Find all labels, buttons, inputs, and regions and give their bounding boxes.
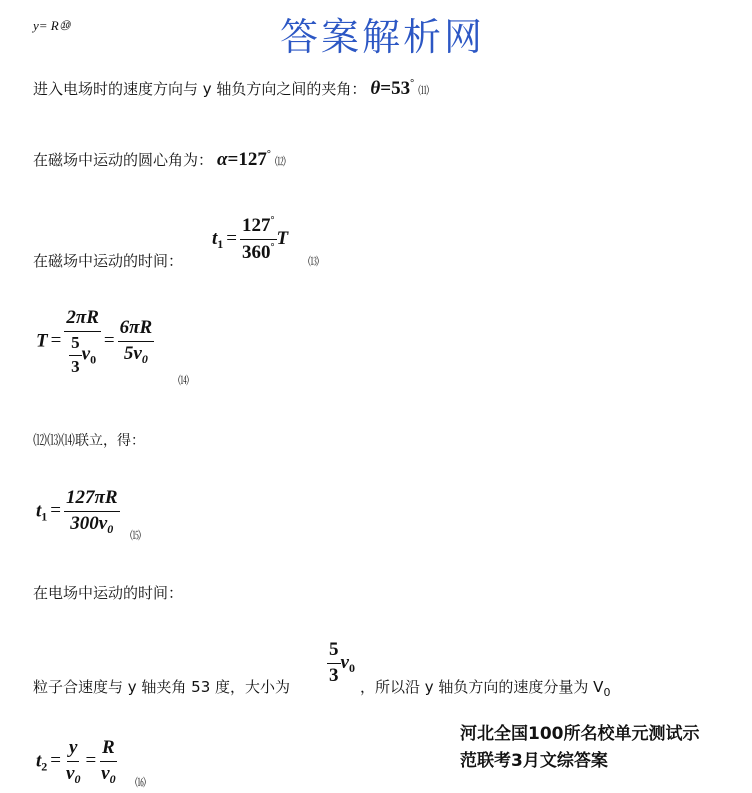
fraction-6piR xyxy=(118,318,155,366)
equation-number: ⒂ xyxy=(130,530,141,542)
fraction-5-3 xyxy=(327,640,341,687)
t1-subscript: 1 xyxy=(217,236,224,251)
fraction-2piR xyxy=(64,308,101,376)
fraction-y-v0 xyxy=(64,738,82,786)
degree-mark: ° xyxy=(270,241,275,253)
t2-subscript: 2 xyxy=(41,759,48,774)
velocity-symbol: v xyxy=(340,651,349,673)
equation-13: $t_1$ = $\frac{127^\circ}{360^\circ}$ T xyxy=(212,215,289,263)
velocity-subscript: 0 xyxy=(141,351,148,366)
fraction-numerator: 6πR xyxy=(118,318,155,342)
fraction-numerator: 5 xyxy=(327,640,341,664)
fraction-numerator: R xyxy=(100,738,117,762)
side-note xyxy=(460,721,700,775)
theta-value: =53 xyxy=(380,78,411,99)
velocity-subscript: 0 xyxy=(107,521,114,536)
combine-text: ⑿⒀⒁联立，得： xyxy=(33,433,145,449)
fraction-numerator: 127 xyxy=(242,215,271,236)
fraction-denominator: v xyxy=(66,762,75,784)
side-note-line-1: 河北全国100所名校单元测试示 xyxy=(460,724,700,744)
equation-12 xyxy=(33,149,286,171)
equation-number: ⑿ xyxy=(274,156,286,168)
equation-number: ⒀ xyxy=(308,256,319,268)
fraction-denominator: 5v xyxy=(123,342,142,364)
equation-number: ⒁ xyxy=(178,375,189,387)
period-lhs: T xyxy=(36,330,48,352)
electric-time-label: 在电场中运动的时间： xyxy=(33,584,184,602)
t1-symbol: t xyxy=(212,227,218,249)
equation-14: T = 2πR $\frac{5}{3}$ $v_0$ = $\frac{6\pi R}{5v_0}$ xyxy=(36,307,153,376)
fraction-127piR xyxy=(64,488,120,536)
velocity-subscript: 0 xyxy=(90,352,97,367)
velocity-subscript: 0 xyxy=(348,660,355,675)
alpha-symbol: α xyxy=(217,149,228,170)
degree-mark: ° xyxy=(266,149,271,160)
t2-symbol: t xyxy=(36,750,42,772)
theta-symbol: θ xyxy=(370,78,381,99)
velocity-subscript: 0 xyxy=(109,771,116,786)
fraction-denominator: 300v xyxy=(70,512,108,534)
fraction-numerator: y xyxy=(67,738,79,762)
side-note-line-2: 范联考3月文综答案 xyxy=(460,751,608,771)
degree-mark: ° xyxy=(410,78,415,89)
fraction-127-360 xyxy=(240,215,277,264)
fraction-numerator: 2πR xyxy=(64,308,101,332)
particle-velocity-text-a: 粒子合速度与 y 轴夹角 53 度，大小为 xyxy=(33,678,291,696)
equation-11-label: 进入电场时的速度方向与 y 轴负方向之间的夹角： xyxy=(33,80,367,98)
fraction-denominator: 360 xyxy=(242,241,271,263)
equation-number: ⑾ xyxy=(418,85,430,97)
velocity-subscript: 0 xyxy=(74,771,81,786)
fraction-5-3 xyxy=(69,334,82,376)
particle-velocity-text-b xyxy=(360,676,610,699)
alpha-value: =127 xyxy=(227,149,267,170)
equation-12-label: 在磁场中运动的圆心角为： xyxy=(33,151,214,169)
t1-symbol: t xyxy=(36,500,42,522)
degree-mark: ° xyxy=(270,215,275,226)
fraction-denominator: 3 xyxy=(71,356,80,376)
equation-16: $t_2$ = $\frac{y}{v_0}$ = $\frac{R}{v_0}$ xyxy=(36,737,116,786)
period-symbol: T xyxy=(276,227,289,249)
equation-13-label: 在磁场中运动的时间： xyxy=(33,252,184,270)
watermark-title: 答案解析网 xyxy=(280,15,486,59)
equation-11 xyxy=(33,78,429,100)
fraction-R-v0 xyxy=(99,738,117,786)
equation-15: $t_1$ = $\frac{127\pi R}{300v_0}$ xyxy=(36,487,118,536)
fraction-numerator: 5 xyxy=(69,334,82,356)
fraction-5-3-v0 xyxy=(327,640,355,687)
particle-velocity-text: ，所以沿 y 轴负方向的速度分量为 V xyxy=(360,678,604,696)
equation-number: ⒃ xyxy=(135,777,146,789)
velocity-symbol: v xyxy=(81,343,91,365)
combine-line xyxy=(33,430,145,450)
v0-subscript: 0 xyxy=(603,686,611,699)
fraction-numerator: 127πR xyxy=(64,488,120,512)
fraction-denominator: v xyxy=(101,762,110,784)
top-formula: y= R⑩ xyxy=(33,18,71,33)
fraction-denominator: 3 xyxy=(329,664,339,686)
t1-subscript: 1 xyxy=(41,509,48,524)
